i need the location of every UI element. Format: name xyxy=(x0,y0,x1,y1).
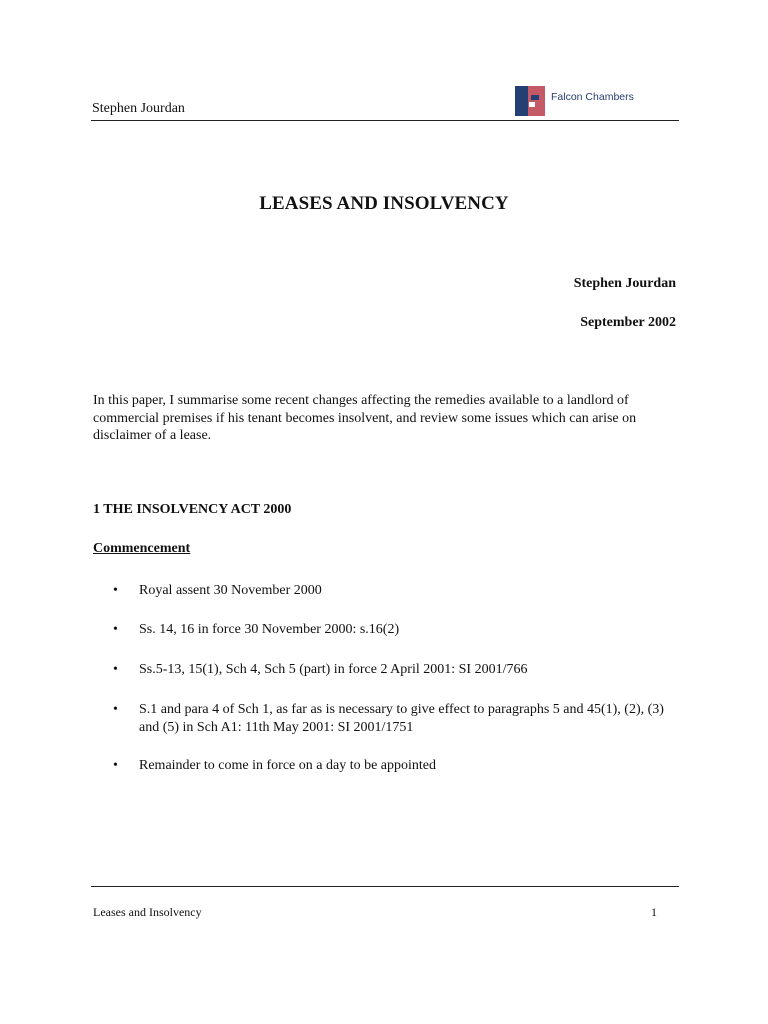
header-divider xyxy=(91,120,679,121)
document-title: LEASES AND INSOLVENCY xyxy=(259,193,509,214)
list-item-text: S.1 and para 4 of Sch 1, as far as is necessary to give effect to paragraphs 5 and 45(1), (2), (3) and (5) in Sch A1: 11th May 2001: SI 2001/1751 xyxy=(139,702,664,735)
header-author: Stephen Jourdan xyxy=(92,101,185,116)
bullet-icon: • xyxy=(113,702,118,717)
footer-title: Leases and Insolvency xyxy=(93,905,202,919)
logo-text: Falcon Chambers xyxy=(551,91,634,103)
bullet-icon: • xyxy=(113,622,118,637)
bullet-icon: • xyxy=(113,583,118,598)
list-item-text: Ss. 14, 16 in force 30 November 2000: s.16(2) xyxy=(139,622,400,637)
list-item-text: Ss.5-13, 15(1), Sch 4, Sch 5 (part) in force 2 April 2001: SI 2001/766 xyxy=(139,662,528,677)
footer-divider xyxy=(91,886,679,887)
document-date: September 2002 xyxy=(580,315,676,330)
intro-paragraph: In this paper, I summarise some recent changes affecting the remedies available to a landlord of commercial premises if his tenant becomes insolvent, and review some issues which can arise on disclaimer of a lease. xyxy=(93,393,637,443)
bullet-icon: • xyxy=(113,758,118,773)
page-number: 1 xyxy=(651,905,657,919)
list-item-text: Remainder to come in force on a day to be appointed xyxy=(139,758,437,773)
section-heading: 1 THE INSOLVENCY ACT 2000 xyxy=(93,502,292,517)
falcon-chambers-logo-icon xyxy=(515,86,545,116)
subheading-commencement: Commencement xyxy=(93,541,191,556)
list-item-text: Royal assent 30 November 2000 xyxy=(139,583,322,598)
falcon-chambers-logo xyxy=(515,86,634,116)
bullet-icon: • xyxy=(113,662,118,677)
document-author: Stephen Jourdan xyxy=(573,276,676,291)
